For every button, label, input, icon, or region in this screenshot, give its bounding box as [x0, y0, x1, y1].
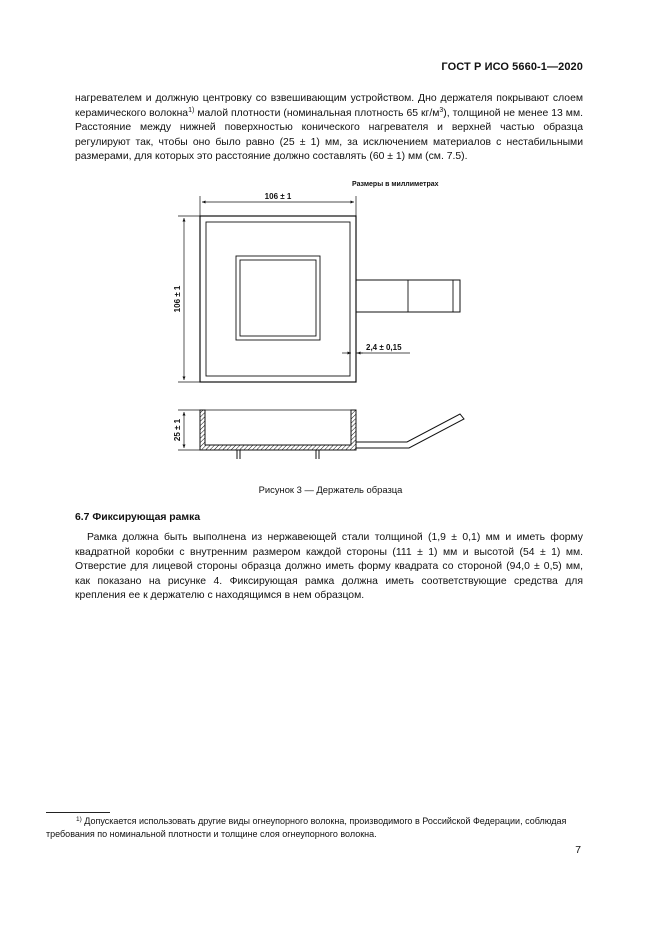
figure-specimen-holder	[150, 170, 490, 470]
page-number: 7	[575, 845, 581, 856]
document-code: ГОСТ Р ИСО 5660-1—2020	[441, 61, 583, 73]
paragraph-text-b: малой плотности (номинальная плотность 65 кг/м	[194, 107, 440, 119]
footnote-text: Допускается использовать другие виды огнеупорного волокна, производимого в Российской Федерации, соблюдая требования по номинальной плотности и толщине слоя огнеупорного волокна.	[46, 816, 567, 839]
footnote-reference[interactable]: 1)	[188, 106, 195, 114]
specimen-inner-outline	[240, 260, 316, 336]
dimension-depth-label: 25 ± 1	[173, 418, 182, 442]
side-view	[200, 410, 464, 459]
footnote-divider	[46, 812, 110, 813]
holder-section	[200, 410, 356, 450]
top-view	[200, 216, 460, 382]
section-heading: 6.7 Фиксирующая рамка	[75, 512, 201, 523]
figure-caption: Рисунок 3 — Держатель образца	[258, 484, 403, 495]
holder-inner-outline	[206, 222, 350, 376]
dimension-height-label: 106 ± 1	[173, 285, 182, 313]
holder-outer-outline	[200, 216, 356, 382]
handle-side-view	[356, 414, 464, 448]
paragraph-text-c: ), толщиной не менее 13 мм. Расстояние между нижней поверхностью конического нагревателя и верхней частью образца регулируют так, чтобы оно было равно (25 ± 1) мм, за исключением материалов с нестабильными размерами, для которых это расстояние должно составлять (60 ± 1) мм (см. 7.5).	[75, 107, 583, 163]
dimension-wall	[342, 343, 410, 353]
footnote-marker: 1)	[76, 816, 82, 823]
paragraph-holder-description	[75, 92, 583, 165]
specimen-outer-outline	[236, 256, 320, 340]
paragraph-text-a: нагревателем и должную центровку со взвешивающим устройством. Дно держателя покрывают слоем керамического волокна	[75, 93, 583, 119]
dimension-height	[173, 216, 200, 382]
footnote	[46, 815, 583, 841]
units-note: Размеры в миллиметрах	[352, 181, 439, 188]
paragraph-frame-description: Рамка должна быть выполнена из нержавеющей стали толщиной (1,9 ± 0,1) мм и иметь форму квадратной коробки с внутренним размером каждой стороны (111 ± 1) мм и высотой (54 ± 1) мм. Отверстие для лицевой стороны образца должно иметь форму квадрата со стороной (94,0 ± 0,5) мм, как показано на рисунке 4. Фиксирующая рамка должна иметь соответствующие средства для крепления ее к держателю с находящимся в нем образцом.	[75, 532, 583, 602]
dimension-width-label: 106 ± 1	[264, 192, 292, 201]
holder-drawing	[150, 170, 490, 470]
dimension-width	[200, 192, 356, 216]
dimension-wall-label: 2,4 ± 0,15	[366, 343, 402, 352]
dimension-depth	[173, 410, 200, 450]
superscript-three: 3	[439, 106, 444, 114]
